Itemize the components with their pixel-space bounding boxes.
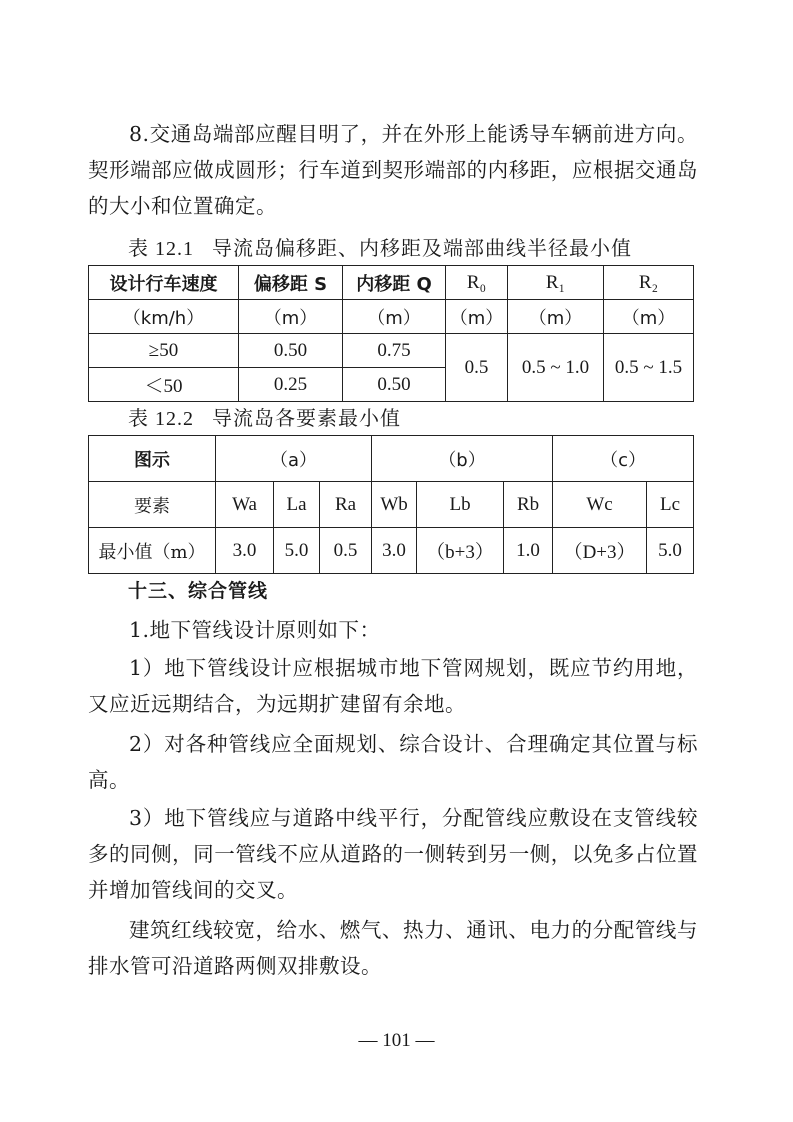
element-la: La: [274, 482, 320, 528]
element-wb: Wb: [372, 482, 417, 528]
element-lc: Lc: [647, 482, 694, 528]
illustration-b: （b）: [372, 436, 553, 482]
min-ra: 0.5: [320, 528, 372, 574]
min-wa: 3.0: [216, 528, 274, 574]
header-inner: 内移距 Q: [343, 266, 446, 300]
row1-speed: ≥50: [89, 334, 239, 368]
row1-inner: 0.75: [343, 334, 446, 368]
section-13-paragraph-2: 1）地下管线设计应根据城市地下管网规划，既应节约用地，又应近远期结合，为远期扩建留有余地。: [88, 656, 698, 716]
row1-offset: 0.50: [239, 334, 343, 368]
unit-speed: （km/h）: [89, 300, 239, 334]
header-offset: 偏移距 S: [239, 266, 343, 300]
section-13-paragraph-3: 2）对各种管线应全面规划、综合设计、合理确定其位置与标高。: [88, 732, 698, 792]
table-12-1-number: 表 12.1: [128, 238, 194, 260]
row2-offset: 0.25: [239, 368, 343, 402]
min-value-label: 最小值（m）: [89, 528, 216, 574]
min-lc: 5.0: [647, 528, 694, 574]
min-lb: （b+3）: [417, 528, 504, 574]
row2-inner: 0.50: [343, 368, 446, 402]
row2-speed: ＜50: [89, 368, 239, 402]
illustration-a: （a）: [216, 436, 372, 482]
section-13-paragraph-1: 1.地下管线设计原则如下：: [129, 618, 381, 642]
paragraph-8: 8.交通岛端部应醒目明了，并在外形上能诱导车辆前进方向。契形端部应做成圆形；行车道到契形端部的内移距，应根据交通岛的大小和位置确定。: [88, 122, 698, 218]
table-12-2-caption: [128, 404, 401, 433]
table-12-2-number: 表 12.2: [128, 408, 194, 430]
table-12-1-caption: [128, 234, 632, 263]
element-lb: Lb: [417, 482, 504, 528]
element-wc: Wc: [553, 482, 647, 528]
unit-r2: （m）: [604, 300, 694, 334]
illustration-label: 图示: [89, 436, 216, 482]
element-label: 要素: [89, 482, 216, 528]
header-r0: R₀: [446, 266, 508, 300]
table-12-2: [88, 435, 694, 574]
element-wa: Wa: [216, 482, 274, 528]
header-r2: R₂: [604, 266, 694, 300]
section-13-paragraph-4: 3）地下管线应与道路中线平行，分配管线应敷设在支管线较多的同侧，同一管线不应从道路的一侧转到另一侧，以免多占位置并增加管线间的交叉。: [88, 806, 698, 902]
min-wc: （D+3）: [553, 528, 647, 574]
table-12-1: [88, 265, 694, 402]
section-13-heading: 十三、综合管线: [128, 580, 269, 602]
element-ra: Ra: [320, 482, 372, 528]
min-la: 5.0: [274, 528, 320, 574]
min-wb: 3.0: [372, 528, 417, 574]
unit-r0: （m）: [446, 300, 508, 334]
section-13-paragraph-5: 建筑红线较宽，给水、燃气、热力、通讯、电力的分配管线与排水管可沿道路两侧双排敷设。: [88, 918, 698, 978]
unit-r1: （m）: [508, 300, 604, 334]
header-r1: R₁: [508, 266, 604, 300]
page-number: — 101 —: [358, 1030, 435, 1051]
element-rb: Rb: [504, 482, 553, 528]
illustration-c: （c）: [553, 436, 694, 482]
merged-r1: 0.5 ~ 1.0: [508, 334, 604, 402]
merged-r2: 0.5 ~ 1.5: [604, 334, 694, 402]
unit-offset: （m）: [239, 300, 343, 334]
merged-r0: 0.5: [446, 334, 508, 402]
table-12-2-title: 导流岛各要素最小值: [212, 406, 401, 430]
min-rb: 1.0: [504, 528, 553, 574]
header-speed: 设计行车速度: [89, 266, 239, 300]
table-12-1-title: 导流岛偏移距、内移距及端部曲线半径最小值: [212, 236, 632, 260]
unit-inner: （m）: [343, 300, 446, 334]
